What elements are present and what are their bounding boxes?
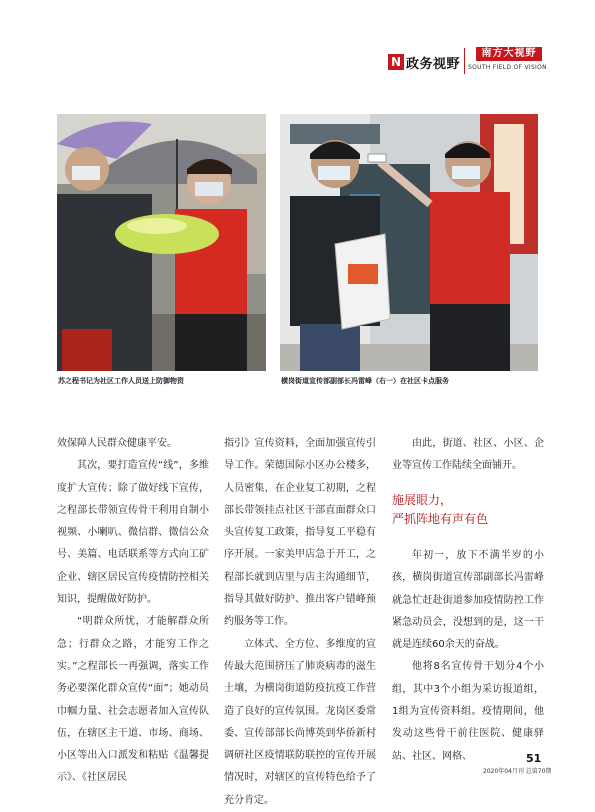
text-column-2 (224, 433, 376, 812)
section-heading-line: 严抓阵地有声有色 (392, 512, 489, 526)
paragraph: 他将8名宣传骨干划分4个小组，其中3个小组为采访报道组，1组为宣传资料组。疫情期间，他发动这些骨干前往医院、健康驿站、社区、网格、 (392, 661, 544, 762)
section-title: 政务视野 (406, 57, 461, 72)
paragraph: 指引》宣传资料，全面加强宣传引导工作。荣德国际小区办公楼多，人员密集，在企业复工初期，之程部长带领挂点社区干部直面群众口头宣传复工政策，指导复工平稳有序开展。一家美甲店急于开工，之程部长就到店里与店主沟通细节，指导其做好防护、推出客户错峰预约服务等工作。 (224, 438, 376, 628)
section-heading-line: 施展眼力， (392, 493, 453, 507)
text-column-3-bottom (392, 545, 544, 768)
photo-right (280, 114, 538, 371)
text-column-3-top (392, 433, 544, 478)
photo-left-caption: 苏之程书记为社区工作人员送上防御物资 (58, 377, 184, 385)
header-divider (464, 48, 465, 74)
page-number: 51 (526, 752, 542, 765)
paragraph: “明群众所忧，才能解群众所急；行群众之路，才能穷工作之实。”之程部长一再强调，落实工作务必要深化群众宣传“面”；她动员巾帼力量、社会志愿者加入宣传队伍，在辖区主干道、市场、商场、小区等出入口派发和粘贴《温馨提示》、《社区居民 (57, 616, 209, 784)
magazine-logo-icon: N (388, 54, 404, 70)
photo-left (57, 114, 266, 371)
paragraph: 年初一，放下不满半岁的小孩，横岗街道宣传部副部长冯雷峰就急忙赶赴街道参加疫情防控工作紧急动员会，没想到的是，这一干就是连续60余天的奋战。 (392, 550, 544, 651)
paragraph: 立体式、全方位、多维度的宣传最大范围挤压了肺炎病毒的滋生土壤，为横岗街道防疫抗疫工作营造了良好的宣传氛围。龙岗区委常委、宣传部部长尚博英到华侨新村调研社区疫情联防联控的宣传开展情况时，对辖区的宣传特色给予了充分肯定。 (224, 638, 376, 806)
brand-badge: 南方大视野 (476, 47, 542, 61)
paragraph: 由此，街道、社区、小区、企业等宣传工作陆续全面铺开。 (392, 438, 544, 472)
paragraph: 效保障人民群众健康平安。 (57, 438, 177, 449)
section-heading (392, 491, 488, 529)
brand-subtitle: SOUTH FIELD OF VISION (468, 64, 547, 71)
photo-right-caption: 横岗街道宣传部副部长冯雷峰（右一）在社区卡点服务 (281, 377, 449, 385)
text-column-1 (57, 433, 209, 790)
paragraph: 其次，要打造宣传“线”，多维度扩大宣传；除了做好线下宣传，之程部长带领宣传骨干利用自制小视频、小喇叭、微信群、微信公众号、美篇、电话联系等方式向工矿企业、辖区居民宣传疫情防控相关知识，提醒做好防护。 (57, 460, 209, 606)
issue-info: 2020年04月刊 总第70期 (483, 768, 552, 775)
